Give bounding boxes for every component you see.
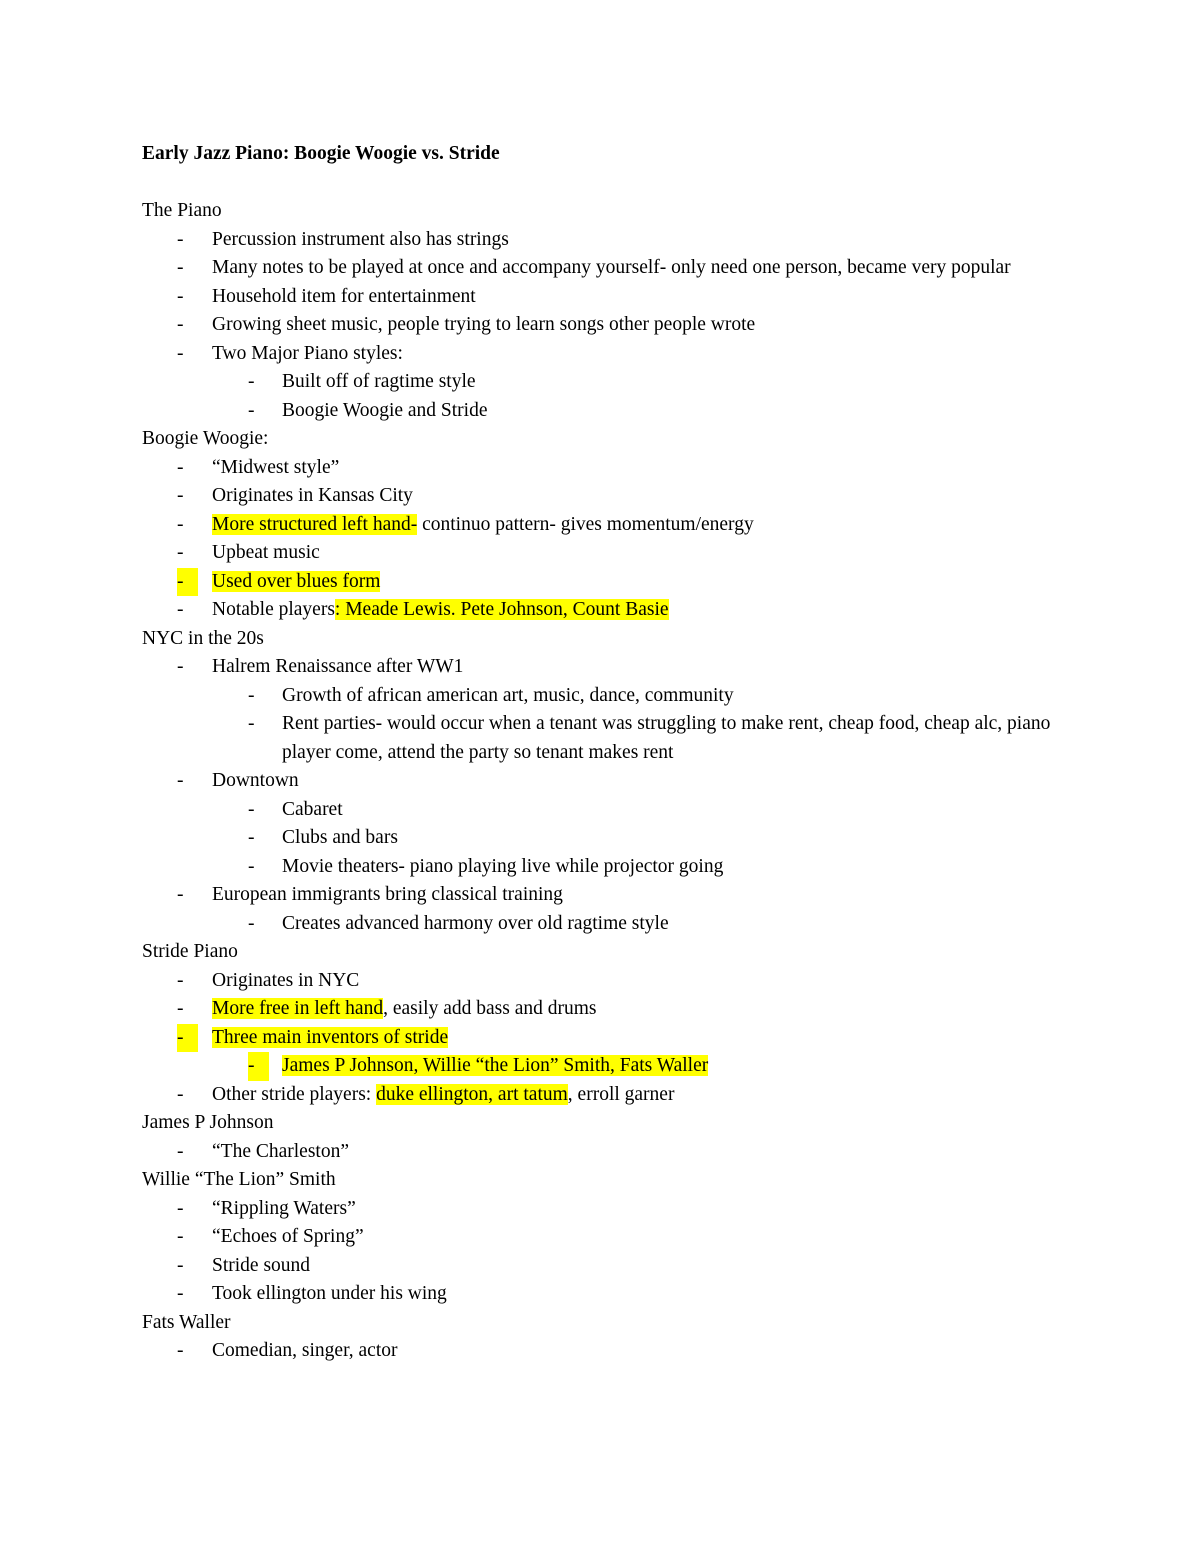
bullet-text: “The Charleston” xyxy=(212,1140,349,1162)
bullet-item xyxy=(142,511,1062,540)
bullet-dash: - xyxy=(248,371,255,392)
bullet-dash: - xyxy=(177,456,184,478)
sub-bullet-item xyxy=(142,368,1062,397)
bullet-text: Downtown xyxy=(212,770,299,791)
bullet-text: Household item for entertainment xyxy=(212,285,476,307)
bullet-dash: - xyxy=(248,912,255,934)
bullet-dash: - xyxy=(177,1197,184,1219)
sub-bullet-item xyxy=(142,1052,1062,1081)
bullet-dash: - xyxy=(248,684,255,706)
sub-bullet-item xyxy=(142,910,1062,939)
bullet-dash: - xyxy=(177,770,184,791)
bullet-item xyxy=(142,1081,1062,1110)
section-heading: Stride Piano xyxy=(142,941,238,962)
bullet-text: Creates advanced harmony over old ragtime style xyxy=(282,912,669,934)
bullet-text: , erroll garner xyxy=(567,1083,675,1105)
bullet-text: Originates in Kansas City xyxy=(212,485,413,506)
bullet-dash: - xyxy=(177,599,184,620)
bullet-item xyxy=(142,539,1062,568)
bullet-text: Percussion instrument also has strings xyxy=(212,228,509,250)
bullet-item xyxy=(142,340,1062,369)
bullet-item xyxy=(142,482,1062,511)
bullet-text: Growth of african american art, music, dance, community xyxy=(282,684,734,706)
section-heading: Willie “The Lion” Smith xyxy=(142,1169,336,1190)
bullet-text: Two Major Piano styles: xyxy=(212,342,403,364)
bullet-dash: - xyxy=(177,1024,198,1053)
bullet-dash: - xyxy=(177,568,198,597)
bullet-text: “Echoes of Spring” xyxy=(212,1226,364,1247)
bullet-item xyxy=(142,568,1062,597)
bullet-item xyxy=(142,1195,1062,1224)
bullet-item xyxy=(142,311,1062,340)
bullet-dash: - xyxy=(177,342,184,364)
bullet-dash: - xyxy=(177,884,184,905)
bullet-item xyxy=(142,596,1062,625)
bullet-dash: - xyxy=(248,855,255,877)
bullet-dash: - xyxy=(177,542,184,563)
highlighted-text: Used over blues form xyxy=(212,570,381,592)
bullet-text: Rent parties- would occur when a tenant was struggling to make rent, cheap food, cheap alc, piano player come, attend the party so tenant makes rent xyxy=(282,713,1051,763)
bullet-dash: - xyxy=(248,827,255,848)
highlighted-text: James P Johnson, Willie “the Lion” Smith, Fats Waller xyxy=(282,1055,709,1076)
bullet-text: Built off of ragtime style xyxy=(282,371,476,392)
document-body xyxy=(142,140,1062,1366)
bullet-text: Movie theaters- piano playing live while projector going xyxy=(282,855,724,877)
bullet-dash: - xyxy=(177,485,184,506)
highlighted-text: duke ellington, art tatum xyxy=(376,1083,568,1105)
sub-bullet-item xyxy=(142,853,1062,882)
bullet-text: Growing sheet music, people trying to learn songs other people wrote xyxy=(212,314,756,335)
bullet-text: Stride sound xyxy=(212,1254,311,1276)
bullet-text: Notable players xyxy=(212,599,335,620)
bullet-dash: - xyxy=(177,1083,184,1105)
bullet-dash: - xyxy=(248,399,255,421)
bullet-text: continuo pattern- gives momentum/energy xyxy=(417,513,754,535)
bullet-item xyxy=(142,881,1062,910)
bullet-dash: - xyxy=(177,257,184,278)
highlighted-text: Three main inventors of stride xyxy=(212,1026,449,1048)
bullet-text: Cabaret xyxy=(282,798,343,820)
bullet-item xyxy=(142,767,1062,796)
highlighted-text: More structured left hand- xyxy=(212,513,418,535)
bullet-dash: - xyxy=(248,1052,269,1081)
bullet-text: Many notes to be played at once and accompany yourself- only need one person, became very popular xyxy=(212,257,1011,278)
bullet-dash: - xyxy=(177,1226,184,1247)
document-title: Early Jazz Piano: Boogie Woogie vs. Stride xyxy=(142,143,500,164)
bullet-dash: - xyxy=(177,1140,184,1162)
section-heading: James P Johnson xyxy=(142,1112,274,1133)
section-heading: The Piano xyxy=(142,200,222,221)
bullet-dash: - xyxy=(248,713,255,734)
highlighted-text: More free in left hand xyxy=(212,998,384,1019)
bullet-text: Clubs and bars xyxy=(282,827,398,848)
bullet-text: Took ellington under his wing xyxy=(212,1283,447,1304)
bullet-item xyxy=(142,1337,1062,1366)
bullet-text: Originates in NYC xyxy=(212,969,360,991)
bullet-item xyxy=(142,1252,1062,1281)
bullet-dash: - xyxy=(177,1254,184,1276)
bullet-item xyxy=(142,995,1062,1024)
bullet-text: Boogie Woogie and Stride xyxy=(282,399,488,421)
bullet-dash: - xyxy=(177,228,184,250)
bullet-item xyxy=(142,226,1062,255)
sub-bullet-item xyxy=(142,710,1062,767)
bullet-item xyxy=(142,1138,1062,1167)
sub-bullet-item xyxy=(142,397,1062,426)
bullet-dash: - xyxy=(177,969,184,991)
sub-bullet-item xyxy=(142,796,1062,825)
bullet-text: Halrem Renaissance after WW1 xyxy=(212,656,464,677)
bullet-text: European immigrants bring classical training xyxy=(212,884,563,905)
bullet-dash: - xyxy=(177,314,184,335)
bullet-item xyxy=(142,1024,1062,1053)
bullet-text: Comedian, singer, actor xyxy=(212,1340,398,1361)
bullet-item xyxy=(142,1280,1062,1309)
bullet-dash: - xyxy=(177,1340,184,1361)
section-heading: Fats Waller xyxy=(142,1311,231,1333)
section-heading: NYC in the 20s xyxy=(142,627,264,649)
bullet-text: “Midwest style” xyxy=(212,456,340,478)
bullet-dash: - xyxy=(177,998,184,1019)
bullet-item xyxy=(142,967,1062,996)
sub-bullet-item xyxy=(142,682,1062,711)
bullet-item xyxy=(142,1223,1062,1252)
bullet-item xyxy=(142,283,1062,312)
highlighted-text: : Meade Lewis. Pete Johnson, Count Basie xyxy=(334,599,669,620)
bullet-dash: - xyxy=(177,285,184,307)
bullet-text: Other stride players: xyxy=(212,1083,377,1105)
bullet-dash: - xyxy=(248,798,255,820)
bullet-text: , easily add bass and drums xyxy=(383,998,597,1019)
bullet-text: Upbeat music xyxy=(212,542,320,563)
bullet-item xyxy=(142,454,1062,483)
bullet-dash: - xyxy=(177,1283,184,1304)
bullet-item xyxy=(142,254,1062,283)
bullet-text: “Rippling Waters” xyxy=(212,1197,356,1219)
bullet-item xyxy=(142,653,1062,682)
bullet-dash: - xyxy=(177,656,184,677)
sub-bullet-item xyxy=(142,824,1062,853)
section-heading: Boogie Woogie: xyxy=(142,428,269,449)
bullet-dash: - xyxy=(177,513,184,535)
